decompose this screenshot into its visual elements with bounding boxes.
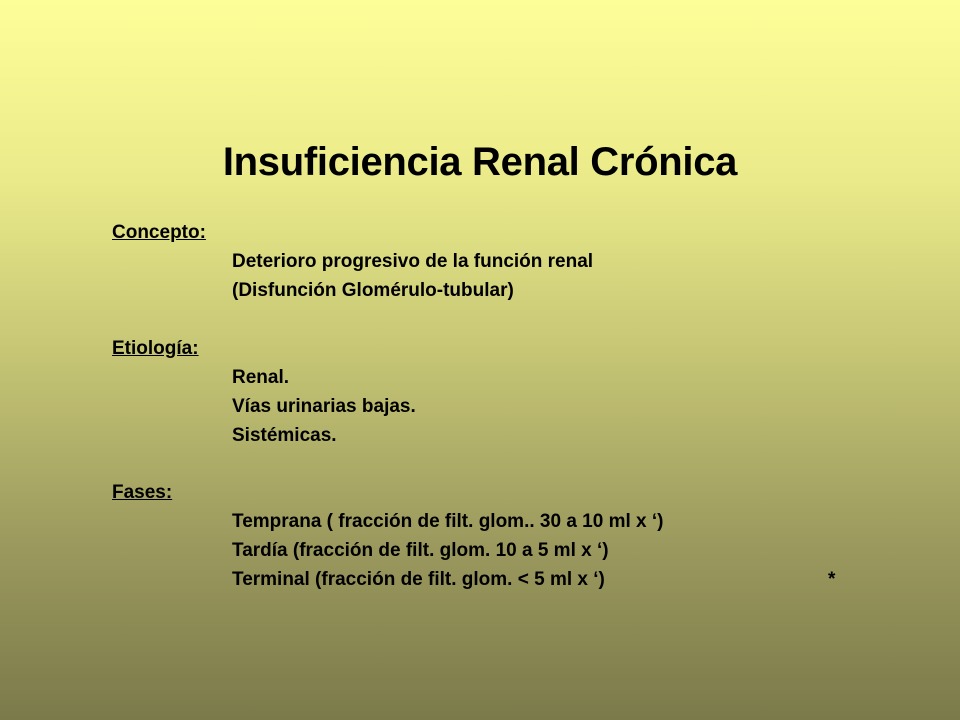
fases-line-2: Tardía (fracción de filt. glom. 10 a 5 ml x ‘) — [232, 540, 609, 561]
concepto-line-1: Deterioro progresivo de la función renal — [232, 251, 594, 272]
slide-title: Insuficiencia Renal Crónica — [222, 140, 738, 184]
etiologia-line-2: Vías urinarias bajas. — [232, 396, 416, 417]
section-heading-fases: Fases: — [112, 482, 173, 503]
fases-line-1: Temprana ( fracción de filt. glom.. 30 a 10 ml x ‘) — [232, 511, 664, 532]
fases-line-3: Terminal (fracción de filt. glom. < 5 ml x ‘) — [232, 569, 605, 590]
etiologia-line-3: Sistémicas. — [232, 425, 337, 446]
concepto-line-2: (Disfunción Glomérulo-tubular) — [232, 280, 514, 301]
section-heading-concepto: Concepto: — [112, 222, 206, 243]
etiologia-line-1: Renal. — [232, 367, 290, 388]
section-heading-etiologia: Etiología: — [112, 338, 199, 359]
fases-asterisk-marker: * — [828, 569, 836, 590]
